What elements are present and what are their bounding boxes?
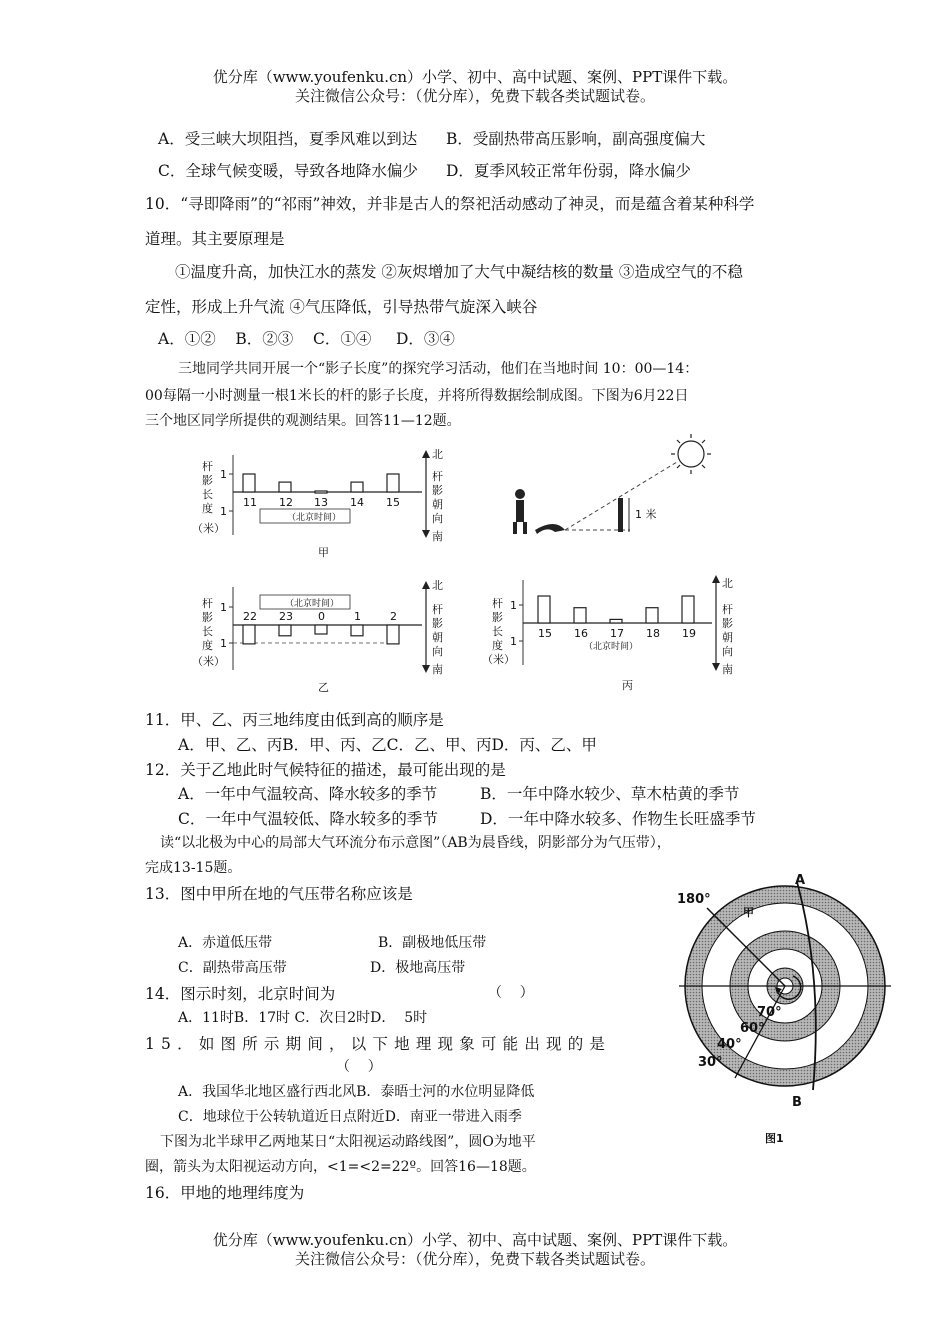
ylabel-char: 影 (492, 611, 503, 624)
label-30: 30° (698, 1055, 723, 1070)
ylabel-char: 度 (202, 502, 213, 515)
label-70: 70° (757, 1005, 782, 1020)
label-40: 40° (717, 1037, 742, 1052)
ylabel-char: 度 (202, 639, 213, 652)
north-label: 北 (722, 577, 733, 590)
y-unit: （米） (192, 655, 225, 668)
q16-stem: 16．甲地的地理纬度为 (145, 1184, 305, 1202)
q14-answer-paren: （ ） (488, 985, 534, 1001)
time-label: （北京时间） (285, 599, 340, 609)
intro-13-15-line-2: 完成13-15题。 (145, 860, 242, 876)
dir-char: 杆 (432, 470, 443, 483)
hour-label: 1 (354, 610, 361, 623)
q13-option-a: A．赤道低压带 (178, 935, 273, 951)
south-label: 南 (432, 530, 443, 543)
label-b: B (792, 1095, 802, 1110)
pole-label: 1 米 (635, 508, 657, 521)
y-unit: （米） (482, 653, 515, 666)
hour-label: 13 (314, 496, 328, 509)
q12-option-a: A．一年中气温较高、降水较多的季节 (178, 785, 438, 803)
ylabel-char: 长 (202, 625, 213, 638)
chart-name-bing: 丙 (622, 679, 633, 692)
intro-11-12-line-1: 三地同学共同开展一个“影子长度”的探究学习活动，他们在当地时间 10：00—14： (178, 361, 699, 377)
dir-char: 朝 (432, 631, 443, 644)
student-figure (513, 489, 565, 534)
shadow-bar-2 (387, 625, 399, 644)
hour-label: 15 (538, 627, 552, 640)
q10-item-2: 定性，形成上升气流 ④气压降低，引导热带气旋深入峡谷 (145, 298, 538, 316)
dir-char: 朝 (432, 498, 443, 511)
hour-label: 18 (646, 627, 660, 640)
south-label: 南 (432, 663, 443, 676)
header-line-1: 优分库（www.youfenku.cn）小学、初中、高中试题、案例、PPT课件下载。 (212, 68, 738, 86)
hour-label: 11 (243, 496, 257, 509)
label-jia: 甲 (743, 906, 754, 919)
dir-char: 杆 (432, 603, 443, 616)
figure-caption: 图1 (765, 1132, 784, 1145)
ylabel-char: 杆 (202, 597, 213, 610)
shadow-bar-22 (243, 625, 255, 644)
q9-option-b: B．受副热带高压影响，副高强度偏大 (446, 130, 706, 148)
dir-char: 向 (432, 645, 443, 658)
header-line-2: 关注微信公众号：（优分库），免费下载各类试题试卷。 (294, 87, 655, 105)
q10-stem-1: 10．“寻即降雨”的“祁雨”神效，并非是古人的祭祀活动感动了神灵，而是蕴含着某种科学 (145, 195, 755, 213)
shadow-bar-17 (610, 619, 622, 623)
chart-name-yi: 乙 (318, 681, 329, 694)
time-label: （北京时间） (584, 642, 639, 652)
q14-stem: 14．图示时刻，北京时间为 (145, 985, 336, 1003)
y-tick: 1 (220, 505, 227, 518)
ylabel-char: 长 (202, 488, 213, 501)
intro-11-12-line-3: 三个地区同学所提供的观测结果。回答11—12题。 (145, 413, 461, 429)
bars-yi (243, 625, 399, 644)
footer-line-2: 关注微信公众号：（优分库），免费下载各类试题试卷。 (294, 1250, 655, 1268)
north-label: 北 (432, 448, 443, 461)
y-tick: 1 (220, 601, 227, 614)
shadow-bar-23 (279, 625, 291, 636)
q12-option-d: D．一年中降水较多、作物生长旺盛季节 (480, 810, 756, 828)
ylabel-char: 杆 (492, 597, 503, 610)
bars-jia (243, 474, 399, 493)
hour-label: 0 (318, 610, 325, 623)
bars-bing (538, 596, 694, 623)
q13-option-d: D．极地高压带 (370, 960, 466, 976)
ylabel-char: 影 (202, 474, 213, 487)
sun-icon (678, 441, 704, 467)
dir-char: 影 (432, 617, 443, 630)
shadow-chart-jia (190, 440, 450, 565)
label-60: 60° (740, 1021, 765, 1036)
q10-options: A．①② B．②③ C．①④ D．③④ (158, 330, 455, 348)
ylabel-char: 度 (492, 639, 503, 652)
pole (618, 498, 623, 532)
label-180: 180° (677, 892, 711, 907)
hour-label: 12 (279, 496, 293, 509)
q15-options-cd: C．地球位于公转轨道近日点附近D．南亚一带进入雨季 (178, 1109, 522, 1125)
hour-label: 14 (350, 496, 364, 509)
y-tick: 1 (510, 599, 517, 612)
dir-char: 杆 (722, 603, 733, 616)
q9-option-a: A．受三峡大坝阻挡，夏季风难以到达 (158, 130, 418, 148)
hour-label: 17 (610, 627, 624, 640)
q11-options: A．甲、乙、丙B．甲、丙、乙C．乙、甲、丙D．丙、乙、甲 (178, 736, 597, 754)
q12-option-b: B．一年中降水较少、草木枯黄的季节 (480, 785, 740, 803)
hour-label: 23 (279, 610, 293, 623)
q12-option-c: C．一年中气温较低、降水较多的季节 (178, 810, 438, 828)
shadow-bar-16 (574, 608, 586, 623)
shadow-bar-15 (387, 474, 399, 492)
q10-item-1: ①温度升高，加快江水的蒸发 ②灰烬增加了大气中凝结核的数量 ③造成空气的不稳 (175, 263, 743, 281)
shadow-bar-15 (538, 596, 550, 623)
shadow-bar-13 (315, 491, 327, 493)
q15-stem: 15．如图所示期间，以下地理现象可能出现的是 (145, 1035, 612, 1053)
intro-13-15-line-1: 读“以北极为中心的局部大气环流分布示意图”（AB为晨昏线，阴影部分为气压带）， (160, 835, 671, 851)
chart-name-jia: 甲 (318, 546, 329, 559)
hour-label: 16 (574, 627, 588, 640)
shadow-bar-1 (351, 625, 363, 636)
hour-label: 2 (390, 610, 397, 623)
q11-stem: 11．甲、乙、丙三地纬度由低到高的顺序是 (145, 711, 444, 729)
dir-char: 向 (432, 512, 443, 525)
q13-stem: 13．图中甲所在地的气压带名称应该是 (145, 885, 413, 903)
q13-option-b: B．副极地低压带 (378, 935, 487, 951)
q9-option-c: C．全球气候变暖，导致各地降水偏少 (158, 162, 418, 180)
footer-line-1: 优分库（www.youfenku.cn）小学、初中、高中试题、案例、PPT课件下载。 (212, 1231, 738, 1249)
q15-options-ab: A．我国华北地区盛行西北风B．泰晤士河的水位明显降低 (178, 1084, 535, 1100)
q13-option-c: C．副热带高压带 (178, 960, 287, 976)
south-label: 南 (722, 663, 733, 676)
label-a: A (795, 873, 806, 888)
y-tick: 1 (510, 635, 517, 648)
ylabel-char: 杆 (202, 460, 213, 473)
ylabel-char: 影 (202, 611, 213, 624)
q10-stem-2: 道理。其主要原理是 (145, 230, 285, 248)
north-label: 北 (432, 579, 443, 592)
q14-options: A．11时B．17时 C．次日2时D． 5时 (178, 1010, 428, 1026)
q15-answer-paren: （ ） (336, 1059, 382, 1075)
hour-label: 22 (243, 610, 257, 623)
shadow-chart-bing (480, 565, 740, 695)
shadow-chart-yi (190, 575, 450, 700)
q9-option-d: D．夏季风较正常年份弱，降水偏少 (446, 162, 691, 180)
intro-11-12-line-2: 00每隔一小时测量一根1米长的杆的影子长度，并将所得数据绘制成图。下图为6月22日 (145, 388, 689, 404)
shadow-bar-11 (243, 474, 255, 492)
shadow-bar-12 (279, 482, 291, 492)
dir-char: 向 (722, 645, 733, 658)
dir-char: 朝 (722, 631, 733, 644)
hour-label: 19 (682, 627, 696, 640)
y-tick: 1 (220, 468, 227, 481)
intro-16-18-line-2: 圈，箭头为太阳视运动方向，<1=<2=22º。回答16—18题。 (145, 1159, 536, 1175)
time-label: （北京时间） (287, 513, 342, 523)
y-unit: （米） (192, 522, 225, 535)
shadow-bar-0 (315, 625, 327, 634)
hour-label: 15 (386, 496, 400, 509)
shadow-bar-14 (351, 482, 363, 492)
shadow-bar-19 (682, 596, 694, 623)
sun-pole-illustration (495, 432, 725, 557)
ylabel-char: 长 (492, 625, 503, 638)
dir-char: 影 (722, 617, 733, 630)
q12-stem: 12．关于乙地此时气候特征的描述，最可能出现的是 (145, 761, 506, 779)
y-tick: 1 (220, 637, 227, 650)
intro-16-18-line-1: 下图为北半球甲乙两地某日“太阳视运动路线图”，圆O为地平 (160, 1134, 536, 1150)
polar-circulation-diagram (665, 868, 900, 1150)
shadow-bar-18 (646, 608, 658, 623)
dir-char: 影 (432, 484, 443, 497)
